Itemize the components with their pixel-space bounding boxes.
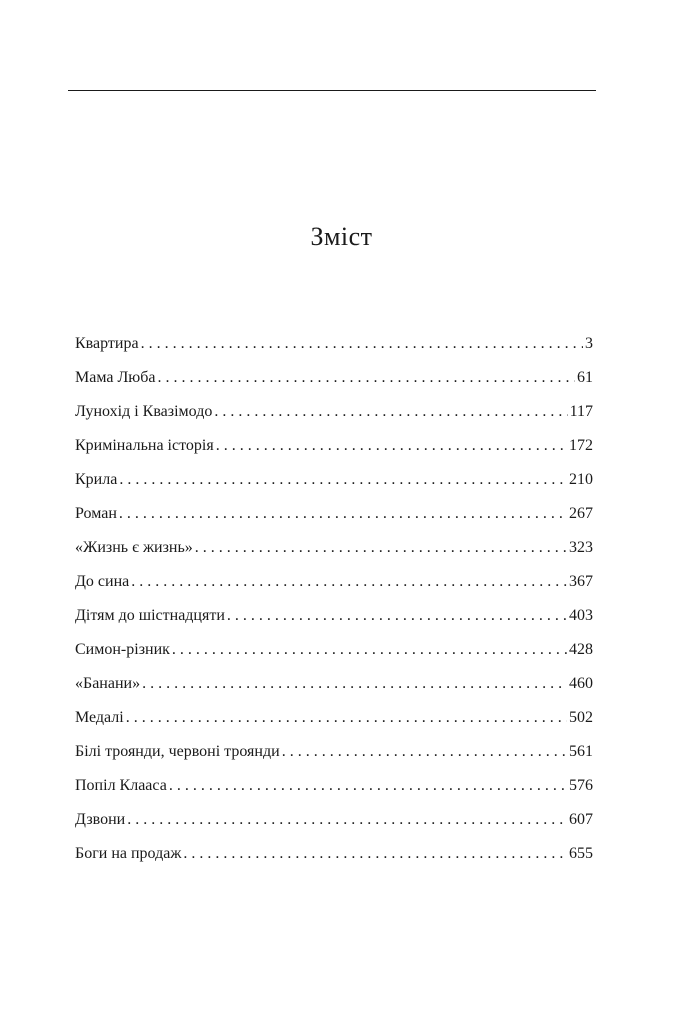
page-number: 61 xyxy=(577,369,593,386)
page-number: 607 xyxy=(569,811,593,828)
page-number: 3 xyxy=(585,335,593,352)
page-number: 172 xyxy=(569,437,593,454)
dot-leader xyxy=(183,842,567,866)
entry-title: Попіл Клааса xyxy=(75,777,167,794)
dot-leader xyxy=(227,604,567,628)
toc-entry[interactable] xyxy=(75,468,593,502)
entry-title: Медалі xyxy=(75,709,124,726)
page-number: 323 xyxy=(569,539,593,556)
dot-leader xyxy=(127,808,567,832)
toc-entry[interactable] xyxy=(75,638,593,672)
table-of-contents xyxy=(75,332,593,876)
page-title: Зміст xyxy=(310,222,373,251)
dot-leader xyxy=(169,774,567,798)
entry-title: «Банани» xyxy=(75,675,141,692)
page-number: 403 xyxy=(569,607,593,624)
entry-title: Боги на продаж xyxy=(75,845,182,862)
toc-entry[interactable] xyxy=(75,774,593,808)
toc-entry[interactable] xyxy=(75,808,593,842)
toc-entry[interactable] xyxy=(75,842,593,876)
toc-entry[interactable] xyxy=(75,570,593,604)
toc-entry[interactable] xyxy=(75,604,593,638)
toc-entry[interactable] xyxy=(75,706,593,740)
page-number: 367 xyxy=(569,573,593,590)
dot-leader xyxy=(214,400,567,424)
top-rule xyxy=(68,90,596,91)
toc-entry[interactable] xyxy=(75,502,593,536)
page-number: 576 xyxy=(569,777,593,794)
entry-title: «Жизнь є жизнь» xyxy=(75,539,193,556)
page-number: 210 xyxy=(569,471,593,488)
page-number: 502 xyxy=(569,709,593,726)
page-number: 655 xyxy=(569,845,593,862)
dot-leader xyxy=(282,740,567,764)
toc-entry[interactable] xyxy=(75,672,593,706)
dot-leader xyxy=(119,468,567,492)
entry-title: Білі троянди, червоні троянди xyxy=(75,743,280,760)
entry-title: Кримінальна історія xyxy=(75,437,214,454)
page-number: 561 xyxy=(569,743,593,760)
dot-leader xyxy=(142,672,567,696)
entry-title: Роман xyxy=(75,505,117,522)
dot-leader xyxy=(119,502,567,526)
toc-entry[interactable] xyxy=(75,400,593,434)
entry-title: Симон-різник xyxy=(75,641,170,658)
toc-entry[interactable] xyxy=(75,332,593,366)
entry-title: Квартира xyxy=(75,335,139,352)
entry-title: Крила xyxy=(75,471,118,488)
entry-title: Мама Люба xyxy=(75,369,156,386)
toc-entry[interactable] xyxy=(75,434,593,468)
toc-entry[interactable] xyxy=(75,740,593,774)
page-number: 117 xyxy=(569,403,593,420)
toc-entry[interactable] xyxy=(75,536,593,570)
dot-leader xyxy=(216,434,567,458)
entry-title: До сина xyxy=(75,573,130,590)
dot-leader xyxy=(131,570,567,594)
entry-title: Лунохід і Квазімодо xyxy=(75,403,213,420)
page-number: 428 xyxy=(569,641,593,658)
dot-leader xyxy=(141,332,583,356)
dot-leader xyxy=(126,706,567,730)
entry-title: Дітям до шістнадцяти xyxy=(75,607,225,624)
page-number: 460 xyxy=(569,675,593,692)
dot-leader xyxy=(195,536,567,560)
page-number: 267 xyxy=(569,505,593,522)
entry-title: Дзвони xyxy=(75,811,126,828)
dot-leader xyxy=(158,366,576,390)
dot-leader xyxy=(172,638,567,662)
toc-entry[interactable] xyxy=(75,366,593,400)
